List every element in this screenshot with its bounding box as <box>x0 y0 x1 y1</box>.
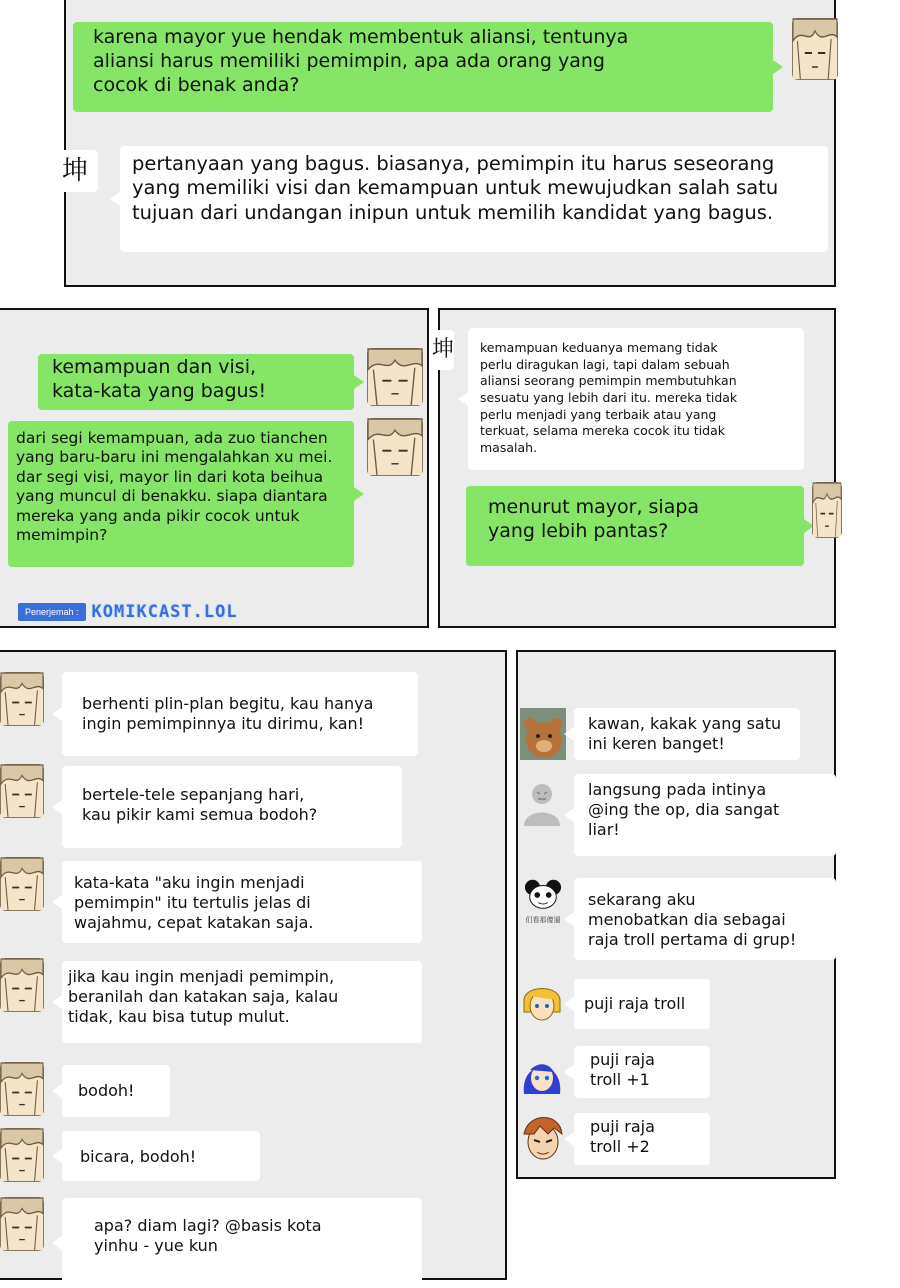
blonde-avatar <box>520 978 564 1026</box>
chat-bubble: bicara, bodoh! <box>62 1131 260 1181</box>
chat-bubble: kata-kata "aku ingin menjadi pemimpin" itu tertulis jelas di wajahmu, cepat katakan saja. <box>62 861 422 943</box>
chat-bubble: bertele-tele sepanjang hari, kau pikir kami semua bodoh? <box>62 766 402 848</box>
panel-3 <box>432 308 836 628</box>
chat-bubble: puji raja troll +2 <box>574 1113 710 1165</box>
avatar <box>812 482 842 538</box>
avatar <box>0 1128 44 1182</box>
avatar <box>0 672 44 726</box>
chat-bubble: dari segi kemampuan, ada zuo tianchen yang baru-baru ini mengalahkan xu mei. dar segi visi, mayor lin dari kota beihua yang muncul di benakku. siapa diantara mereka yang anda pikir cocok untuk memimpin? <box>8 421 354 567</box>
chat-bubble: karena mayor yue hendak membentuk aliansi, tentunya aliansi harus memiliki pemimpin, apa ada orang yang cocok di benak anda? <box>73 22 773 112</box>
avatar <box>367 348 423 406</box>
chat-bubble: puji raja troll +1 <box>574 1046 710 1098</box>
avatar <box>0 1062 44 1116</box>
avatar <box>0 958 44 1012</box>
panel-4 <box>0 650 507 1280</box>
avatar <box>0 857 44 911</box>
panel-1 <box>61 0 836 287</box>
chat-bubble: puji raja troll <box>574 979 710 1029</box>
bear-avatar <box>520 708 566 760</box>
panel-5 <box>516 650 836 1179</box>
character-glyph: 坤 <box>52 150 98 192</box>
chat-bubble: apa? diam lagi? @basis kota yinhu - yue kun <box>62 1198 422 1288</box>
panda-caption: 们看那傻逼 <box>525 916 561 924</box>
translator-credit <box>18 601 238 623</box>
avatar <box>0 764 44 818</box>
default-user-icon <box>520 778 564 826</box>
chat-bubble: jika kau ingin menjadi pemimpin, beranilah dan katakan saja, kalau tidak, kau bisa tutup mulut. <box>62 961 422 1043</box>
chat-bubble: kawan, kakak yang satu ini keren banget! <box>574 708 800 760</box>
credit-site: KOMIKCAST.LOL <box>91 602 238 622</box>
avatar <box>792 18 838 80</box>
chat-bubble: bodoh! <box>62 1065 170 1117</box>
avatar <box>0 1197 44 1251</box>
blue-hair-avatar <box>520 1048 564 1096</box>
panda-meme-avatar <box>518 876 568 928</box>
character-glyph-partial: 坤 <box>432 330 454 370</box>
chat-bubble: menurut mayor, siapa yang lebih pantas? <box>466 486 804 566</box>
panel-2 <box>0 308 429 628</box>
brown-hair-avatar <box>520 1112 566 1164</box>
chat-bubble: kemampuan keduanya memang tidak perlu diragukan lagi, tapi dalam sebuah aliansi seorang pemimpin membutuhkan sesuatu yang lebih dari itu. mereka tidak perlu menjadi yang terbaik atau yang terkuat, selama mereka cocok itu tidak masalah. <box>468 328 804 470</box>
avatar <box>367 418 423 476</box>
chat-bubble: langsung pada intinya @ing the op, dia sangat liar! <box>574 774 836 856</box>
chat-bubble: berhenti plin-plan begitu, kau hanya ingin pemimpinnya itu dirimu, kan! <box>62 672 418 756</box>
chat-bubble: pertanyaan yang bagus. biasanya, pemimpin itu harus seseorang yang memiliki visi dan kemampuan untuk mewujudkan salah satu tujuan dari undangan inipun untuk memilih kandidat yang bagus. <box>120 146 828 252</box>
chat-bubble: kemampuan dan visi, kata-kata yang bagus! <box>38 354 354 410</box>
chat-bubble: sekarang aku menobatkan dia sebagai raja troll pertama di grup! <box>574 878 836 960</box>
credit-label: Penerjemah : <box>18 603 86 621</box>
